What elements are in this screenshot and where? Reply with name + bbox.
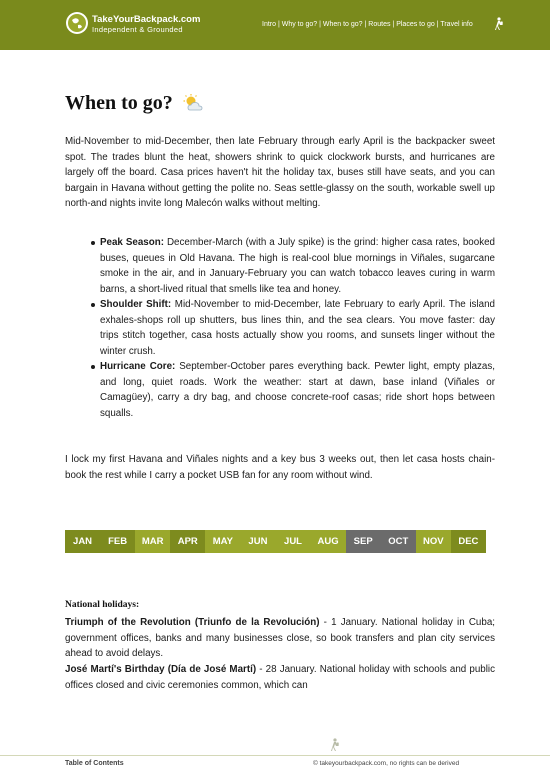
intro-paragraph: Mid-November to mid-December, then late February through early April is the backpacker sweet spot. The trades blunt the heat, showers shrink to quick clockwork bursts, and hurricanes are largely off the board. Casa prices haven't hit the holiday tax, buses still have seats, and you can bargain in Havana without getting the polite no. Seas settle-glassy on the south, workable swell up north-and nights invite long Malecón walks without melting. bbox=[65, 136, 495, 209]
month-cell: JAN bbox=[65, 530, 100, 553]
holiday-text: - 28 January. National holiday with schools and public offices closed and civic ceremonies common, which can bbox=[65, 664, 496, 691]
nav-separator: | bbox=[317, 21, 323, 28]
nav-places-to-go[interactable]: Places to go bbox=[396, 21, 435, 28]
nav-travel-info[interactable]: Travel info bbox=[440, 21, 473, 28]
nav-routes[interactable]: Routes bbox=[368, 21, 391, 28]
holiday-entry bbox=[65, 662, 495, 693]
season-label: Peak Season: bbox=[100, 237, 164, 248]
hiker-icon bbox=[329, 738, 341, 752]
header-band bbox=[0, 0, 550, 50]
month-cell: MAY bbox=[205, 530, 240, 553]
sun-cloud-icon bbox=[182, 94, 204, 112]
month-cell: SEP bbox=[346, 530, 381, 553]
holiday-entry bbox=[65, 615, 495, 662]
list-item bbox=[100, 235, 495, 297]
season-label: Shoulder Shift: bbox=[100, 299, 172, 310]
month-cell: JUL bbox=[275, 530, 310, 553]
page-title: When to go? bbox=[65, 92, 173, 114]
holidays-heading: National holidays: bbox=[65, 600, 140, 610]
month-cell: MAR bbox=[135, 530, 170, 553]
nav-separator: | bbox=[434, 21, 441, 28]
nav-separator: | bbox=[276, 21, 282, 28]
nav-why-to-go[interactable]: Why to go? bbox=[281, 21, 318, 28]
hiker-icon bbox=[493, 17, 505, 31]
footer-divider bbox=[0, 755, 550, 756]
nav-separator: | bbox=[362, 21, 369, 28]
top-navigation bbox=[262, 21, 473, 28]
list-item bbox=[100, 297, 495, 359]
globe-logo-icon[interactable] bbox=[66, 12, 88, 34]
month-cell: APR bbox=[170, 530, 205, 553]
holiday-text: - 1 January. National holiday in Cuba; government offices, banks and many businesses close, so book transfers and plan city services ahead to avoid delays. bbox=[65, 617, 495, 659]
brand-name[interactable]: TakeYourBackpack.com bbox=[92, 14, 201, 25]
holiday-name: Triumph of the Revolution (Triunfo de la Revolución) bbox=[65, 617, 320, 628]
month-cell: FEB bbox=[100, 530, 135, 553]
season-label: Hurricane Core: bbox=[100, 361, 176, 372]
month-cell: DEC bbox=[451, 530, 486, 553]
season-text: September-October pares everything back. Pewter light, empty plazas, and long, quiet roads. Work the weather: start at dawn, base inland (Viñales or Camagüey), carry a dry bag, and choose concrete-roof casas; ride short hops between squalls. bbox=[100, 361, 495, 419]
nav-separator: | bbox=[390, 21, 397, 28]
season-text: Mid-November to mid-December, late February to early April. The island exhales-shops roll up shutters, bus lines thin, and the sea clears. You move faster: day trips stitch together, casa hosts actually show you rooms, and sunsets linger without the winter crush. bbox=[100, 299, 495, 357]
copyright-notice: © takeyourbackpack.com, no rights can be derived bbox=[313, 760, 460, 767]
nav-intro[interactable]: Intro bbox=[262, 21, 277, 28]
month-cell: NOV bbox=[416, 530, 451, 553]
month-cell: AUG bbox=[311, 530, 346, 553]
season-text: December-March (with a July spike) is the grind: higher casa rates, booked buses, queues in Old Havana. The high is real-cool blue mornings in Viñales, sugarcane smoke in the air, and in January-February you can watch tobacco leaves curing in warm barns, a short-lived ritual that smells like tea and honey. bbox=[100, 237, 495, 295]
season-list bbox=[100, 235, 495, 421]
closing-paragraph: I lock my first Havana and Viñales nights and a key bus 3 weeks out, then let casa hosts chain-book the rest while I carry a pocket USB fan for any room without wind. bbox=[65, 454, 495, 481]
holiday-name: José Martí's Birthday (Día de José Martí) bbox=[65, 664, 257, 675]
brand-tagline: Independent & Grounded bbox=[92, 25, 183, 34]
month-cell: OCT bbox=[381, 530, 416, 553]
nav-when-to-go[interactable]: When to go? bbox=[322, 21, 363, 28]
table-of-contents-link[interactable]: Table of Contents bbox=[65, 760, 124, 767]
month-calendar-bar bbox=[65, 530, 486, 553]
month-cell: JUN bbox=[240, 530, 275, 553]
list-item bbox=[100, 359, 495, 421]
